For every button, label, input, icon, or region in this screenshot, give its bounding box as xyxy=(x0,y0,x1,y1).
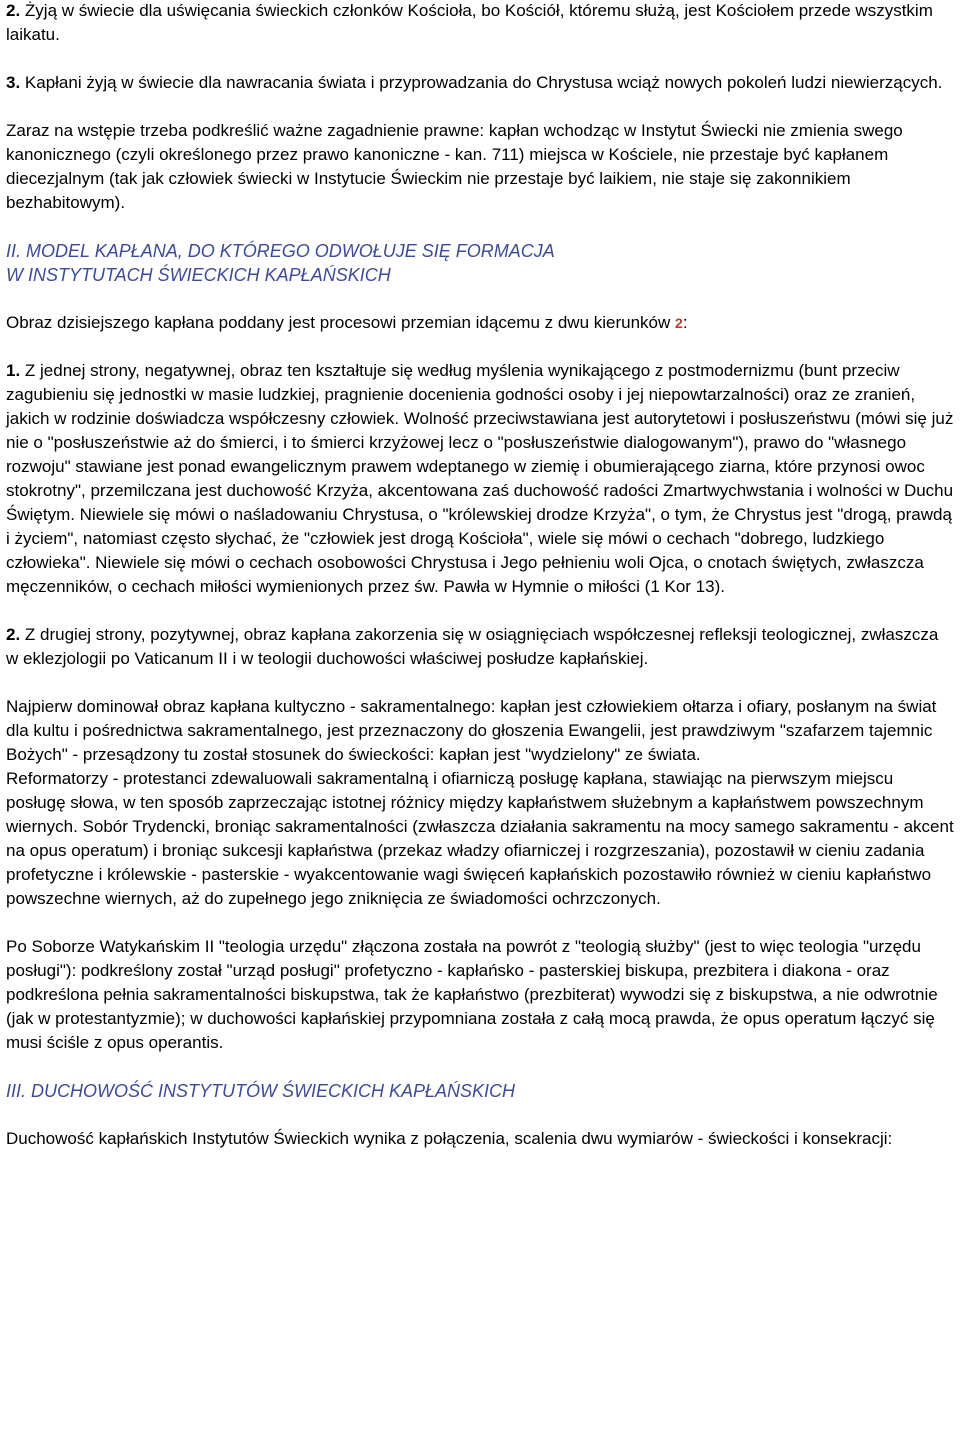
list-item-3 xyxy=(6,71,954,95)
paragraph-text: Obraz dzisiejszego kapłana poddany jest procesowi przemian idącemu z dwu kierunków xyxy=(6,313,676,332)
paragraph-legal-note: Zaraz na wstępie trzeba podkreślić ważne zagadnienie prawne: kapłan wchodząc w Instytut Świecki nie zmienia swego kanonicznego (czyli określonego przez prawo kanoniczne - kan. 711) miejsca w Kościele, nie przestaje być kapłanem diecezjalnym (tak jak człowiek świecki w Instytucie Świeckim nie przestaje być laikiem, nie staje się zakonnikiem bezhabitowym). xyxy=(6,121,903,212)
paragraph-intro xyxy=(6,311,954,335)
list-item-2 xyxy=(6,0,954,47)
paragraph-cultic: Najpierw dominował obraz kapłana kultyczno - sakramentalnego: kapłan jest człowiekiem ołtarza i ofiary, posłanym na świat dla kultu i pośrednictwa sakramentalnego, jest przeznaczony do głoszenia Ewangelii, jest prawdziwym "szafarzem tajemnic Bożych" - przesądzony tu został stosunek do świeckości: kapłan jest "wydzielony" ze świata. xyxy=(6,697,937,764)
footnote-link[interactable]: 2 xyxy=(675,315,683,331)
item-number: 2. xyxy=(6,625,21,644)
section-heading-ii xyxy=(6,239,954,287)
item-number: 2. xyxy=(6,1,21,20)
paragraph-reformers: Reformatorzy - protestanci zdewaluowali sakramentalną i ofiarniczą posługę kapłana, stawiając na pierwszym miejscu posługę słowa, w ten sposób zaprzeczając istotnej różnicy między kapłaństwem służebnym a kapłaństwem powszechnym wiernych. Sobór Trydencki, broniąc sakramentalności (zwłaszcza działania sakramentu na mocy samego sakramentu - akcent na opus operatum) i broniąc sukcesji kapłaństwa (przekaz władzy ofiarniczej i rozgrzeszania), pozostawił w cieniu zadania profetyczne i królewskie - pasterskie - wyakcentowanie wagi święceń kapłańskich pozostawiło również w cieniu kapłaństwo powszechne wiernych, aż do zupełnego jego zniknięcia ze świadomości ochrzczonych. xyxy=(6,769,954,908)
paragraph-text: : xyxy=(682,313,688,332)
item-number: 3. xyxy=(6,73,21,92)
item-number: 1. xyxy=(6,361,21,380)
heading-line: II. MODEL KAPŁANA, DO KTÓREGO ODWOŁUJE SIĘ FORMACJA xyxy=(6,241,555,261)
heading-line: III. DUCHOWOŚĆ INSTYTUTÓW ŚWIECKICH KAPŁAŃSKICH xyxy=(6,1081,516,1101)
list-item-1 xyxy=(6,359,954,599)
item-text: Żyją w świecie dla uświęcania świeckich członków Kościoła, bo Kościół, któremu służą, jest Kościołem przede wszystkim laikatu. xyxy=(6,1,933,44)
item-text: Kapłani żyją w świecie dla nawracania świata i przyprowadzania do Chrystusa wciąż nowych pokoleń ludzi niewierzących. xyxy=(20,73,943,92)
list-item-2b xyxy=(6,623,954,671)
item-text: Z jednej strony, negatywnej, obraz ten kształtuje się według myślenia wynikającego z postmodernizmu (bunt przeciw zagubieniu się jednostki w masie ludzkiej, pragnienie docenienia godności osoby i jej niepowtarzalności) oraz ze zranień, jakich w rodzinie doświadcza współczesny człowiek. Wolność przeciwstawiana jest autorytetowi i posłuszeństwu (mówi się już nie o "posłuszeństwie aż do śmierci, i to śmierci krzyżowej lecz o "posłuszeństwie dialogowanym"), prawo do "własnego rozwoju" stawiane jest ponad ewangelicznym prawem wdeptanego w ziemię i obumierającego ziarna, które przynosi owoc stokrotny", przemilczana jest duchowość Krzyża, akcentowana zaś duchowość radości Zmartwychwstania i wolności w Duchu Świętym. Niewiele się mówi o naśladowaniu Chrystusa, o "królewskiej drodze Krzyża", o tym, że Chrystus jest "drogą, prawdą i życiem", natomiast często słychać, że "człowiek jest drogą Kościoła", wiele się mówi o cechach "dobrego, ludzkiego człowieka". Niewiele się mówi o cechach osobowości Chrystusa i Jego pełnieniu woli Ojca, o cnotach świętych, zwłaszcza męczenników, o cechach miłości wymienionych przez św. Pawła w Hymnie o miłości (1 Kor 13). xyxy=(6,361,954,596)
heading-line: W INSTYTUTACH ŚWIECKICH KAPŁAŃSKICH xyxy=(6,265,391,285)
paragraph-vatican: Po Soborze Watykańskim II "teologia urzędu" złączona została na powrót z "teologią służby" (jest to więc teologia "urzędu posługi"): podkreślony został "urząd posługi" profetyczno - kapłańsko - pasterskiej biskupa, prezbitera i diakona - oraz podkreślona pełnia sakramentalności biskupstwa, tak że kapłaństwo (prezbiterat) wywodzi się z biskupstwa, a nie odwrotnie (jak w protestantyzmie); w duchowości kapłańskiej przypomniana została z całą mocą prawda, że opus operatum łączyć się musi ściśle z opus operantis. xyxy=(6,937,938,1052)
section-heading-iii xyxy=(6,1079,954,1103)
paragraph-spirituality: Duchowość kapłańskich Instytutów Świeckich wynika z połączenia, scalenia dwu wymiarów - świeckości i konsekracji: xyxy=(6,1129,893,1148)
item-text: Z drugiej strony, pozytywnej, obraz kapłana zakorzenia się w osiągnięciach współczesnej refleksji teologicznej, zwłaszcza w eklezjologii po Vaticanum II i w teologii duchowości właściwej posłudze kapłańskiej. xyxy=(6,625,939,668)
